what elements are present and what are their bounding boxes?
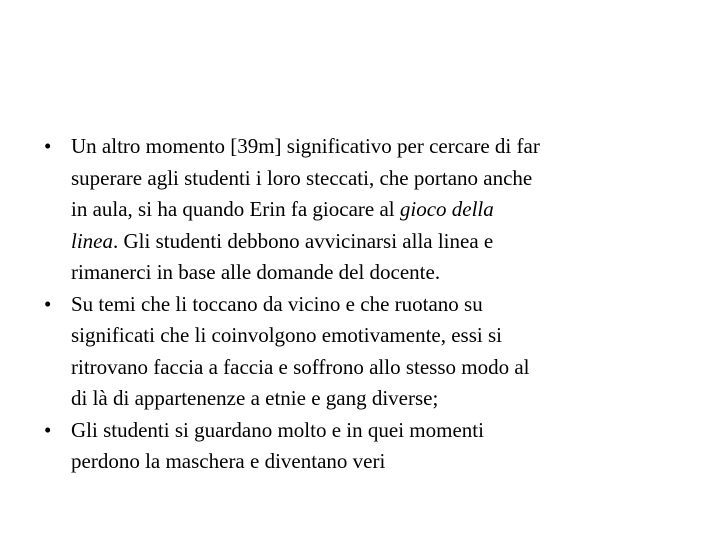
bullet-text-line: ritrovano faccia a faccia e soffrono allo stesso modo al [71,354,530,379]
bullet-text-line: perdono la maschera e diventano veri [71,449,386,473]
bullet-text-line: rimanerci in base alle domande del docente. [71,260,441,284]
bullet-icon: • [44,291,52,316]
bullet-item-2 [44,289,684,415]
bullet-text-line [71,194,684,226]
bullet-item-1 [44,131,684,289]
bullet-list [44,131,684,478]
bullet-text-line: superare agli studenti i loro steccati, che portano anche [71,165,533,190]
bullet-text-line: significati che li coinvolgono emotivamente, essi si [71,323,502,347]
bullet-text-segment: in aula, si ha quando Erin fa giocare al [71,197,400,221]
emphasis-text: gioco della [399,197,494,221]
emphasis-text: linea [71,228,113,253]
bullet-text-line: Gli studenti si guardano molto e in quei momenti [71,417,484,442]
bullet-icon: • [44,134,52,158]
bullet-text-segment: . Gli studenti debbono avvicinarsi alla linea e [113,228,494,253]
bullet-text-line: Su temi che li toccano da vicino e che ruotano su [71,291,483,316]
bullet-text-line [71,226,684,258]
bullet-item-3 [44,415,684,478]
bullet-icon: • [44,417,52,442]
bullet-text-line: di là di appartenenze a etnie e gang diverse; [71,386,439,410]
bullet-text-line: Un altro momento [39m] significativo per cercare di far [71,134,540,158]
